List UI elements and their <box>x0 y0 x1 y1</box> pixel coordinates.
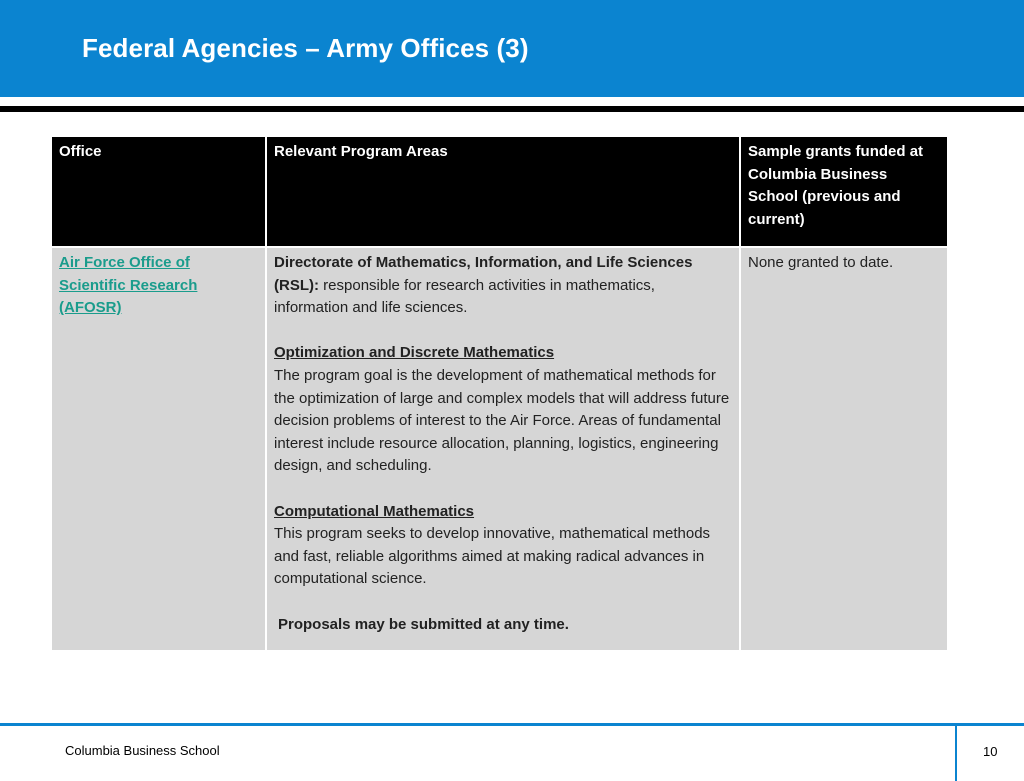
proposals-note: Proposals may be submitted at any time. <box>278 615 569 633</box>
footer-school: Columbia Business School <box>65 743 220 758</box>
computational-heading: Computational Mathematics <box>274 502 475 520</box>
program-areas-cell <box>267 248 739 650</box>
optimization-heading: Optimization and Discrete Mathematics <box>274 344 555 362</box>
rsl-heading: Directorate of Mathematics, Information, and Life Sciences (RSL): <box>274 254 693 294</box>
title-bar <box>0 0 1024 97</box>
sample-grants-cell: None granted to date. <box>741 248 947 650</box>
agency-table <box>52 137 947 650</box>
page-number: 10 <box>983 744 998 759</box>
computational-text: This program seeks to develop innovative, mathematical methods and fast, reliable algorithms aimed at making radical advances in computational science. <box>274 525 711 588</box>
header-program-areas: Relevant Program Areas <box>267 137 739 246</box>
rsl-paragraph <box>274 252 732 320</box>
slide-title: Federal Agencies – Army Offices (3) <box>82 33 529 63</box>
footer-divider <box>0 723 1024 726</box>
office-cell <box>52 248 265 650</box>
header-sample-grants: Sample grants funded at Columbia Business School (previous and current) <box>741 137 947 246</box>
title-divider <box>0 106 1024 112</box>
rsl-text: responsible for research activities in mathematics, information and life sciences. <box>274 276 655 317</box>
optimization-text: The program goal is the development of mathematical methods for the optimization of large and complex models that will address future decision problems of interest to the Air Force. Areas of fundamental interest include resource allocation, planning, logistics, engineering design, and scheduling. <box>274 366 730 475</box>
header-office: Office <box>52 137 265 246</box>
footer-separator <box>955 726 957 781</box>
afosr-link[interactable]: Air Force Office of Scientific Research (AFOSR) <box>59 254 198 317</box>
